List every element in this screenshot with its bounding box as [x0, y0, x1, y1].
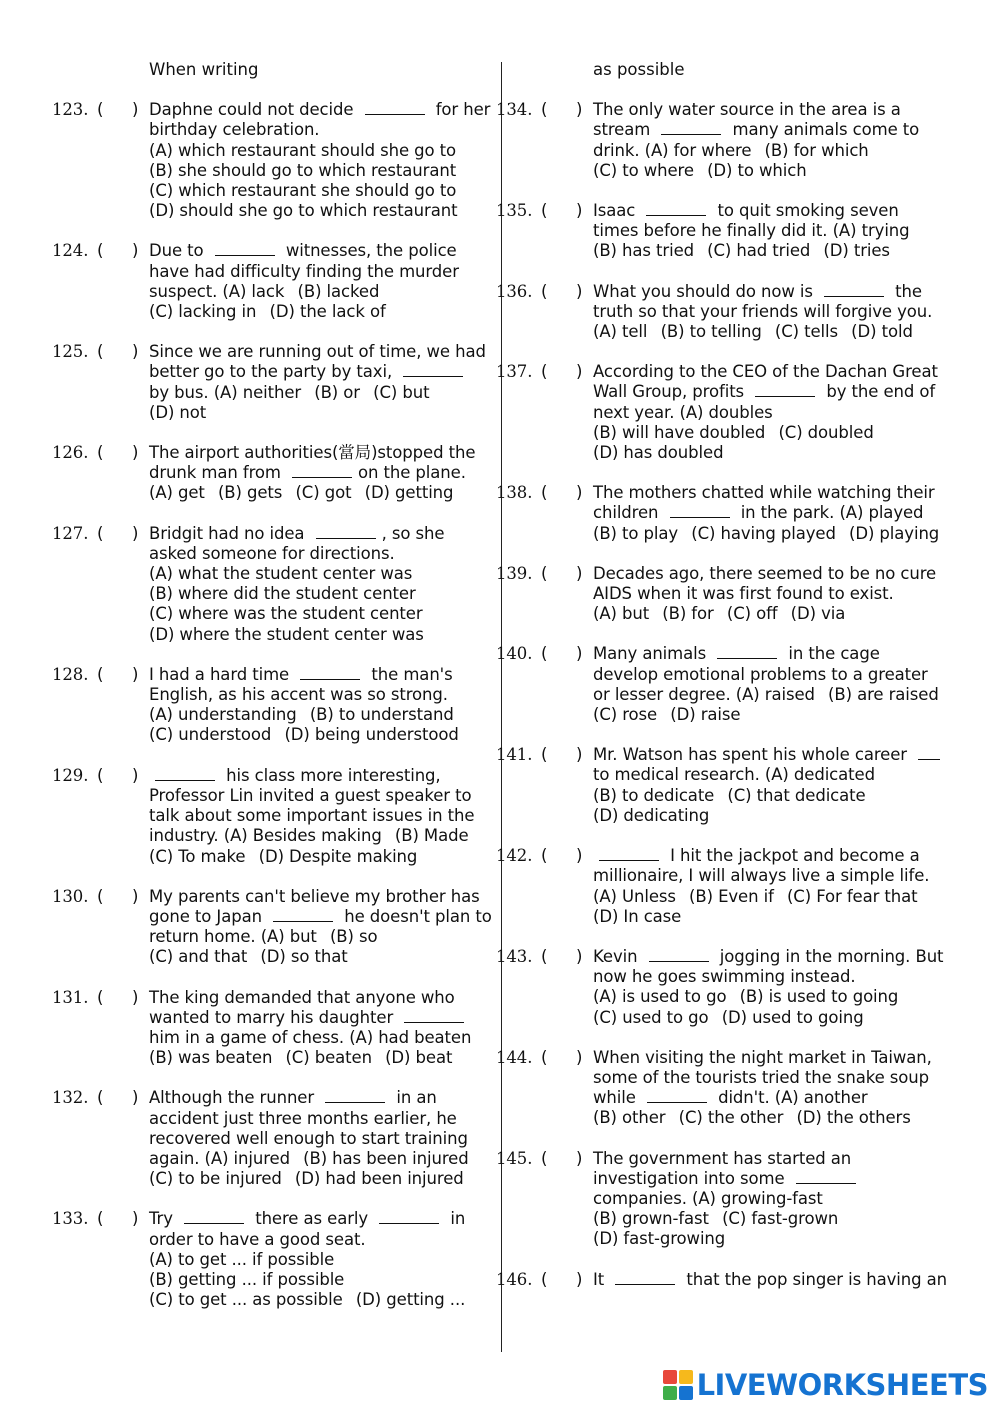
answer-option: (D) the others	[796, 1108, 911, 1128]
answer-paren-open[interactable]: (	[541, 362, 548, 382]
answer-blank	[646, 201, 706, 216]
answer-option: (D) getting ...	[355, 1290, 466, 1310]
answer-paren-close: )	[132, 241, 139, 261]
answer-option: (A) doubles	[679, 402, 773, 422]
answer-option: (C) understood	[149, 725, 272, 745]
answer-option: (A) Besides making	[223, 826, 382, 846]
question-stem: Daphne could not decide for her birthday celebration.	[149, 100, 491, 140]
answer-paren-close: )	[132, 664, 139, 684]
answer-paren-close: )	[576, 201, 583, 221]
answer-paren-close: )	[576, 644, 583, 664]
answer-paren-close: )	[132, 1088, 139, 1108]
question-item	[52, 1209, 494, 1310]
answer-paren-close: )	[132, 523, 139, 543]
answer-blank	[292, 463, 352, 478]
answer-blank	[365, 100, 425, 115]
answer-paren-close: )	[576, 1047, 583, 1067]
question-item	[496, 564, 948, 625]
question-stem: The king demanded that anyone who wanted to marry his daughter him in a game of chess.	[149, 988, 470, 1047]
answer-option: (B) has tried	[593, 241, 695, 261]
answer-option: (C) to where	[593, 160, 694, 180]
answer-blank	[647, 1088, 707, 1103]
question-stem: The airport authorities(當局)stopped the drunk man from on the plane.	[149, 443, 476, 483]
logo-square-yellow	[679, 1370, 693, 1384]
question-stem: Bridgit had no idea , so she asked someone for directions.	[149, 523, 445, 563]
question-item	[496, 100, 948, 181]
question-number: 140.	[496, 644, 533, 664]
answer-option: (D) should she go to which restaurant	[149, 201, 458, 221]
question-stem: My parents can't believe my brother has gone to Japan he doesn't plan to return home.	[149, 886, 492, 947]
answer-paren-close: )	[576, 1269, 583, 1289]
answer-option: (C) tells	[774, 322, 839, 342]
question-number: 142.	[496, 846, 533, 866]
question-item	[496, 644, 948, 725]
answer-option: (C) fast-grown	[722, 1209, 839, 1229]
answer-paren-close: )	[576, 1148, 583, 1168]
answer-option: (B) has been injured	[303, 1148, 469, 1168]
answer-option: (B) are raised	[828, 684, 939, 704]
answer-blank	[184, 1209, 244, 1224]
answer-option: (D) playing	[849, 523, 940, 543]
answer-paren-close: )	[132, 765, 139, 785]
question-item	[496, 947, 948, 1028]
answer-option: (D) raise	[670, 705, 741, 725]
answer-option: (B) is used to going	[739, 987, 899, 1007]
answer-option: (A) tell	[593, 322, 648, 342]
question-stem: When visiting the night market in Taiwan, some of the tourists tried the snake soup while didn't.	[593, 1047, 932, 1108]
answer-option: (A) growing-fast	[692, 1188, 823, 1208]
question-item	[496, 201, 948, 262]
question-stem: Since we are running out of time, we had better go to the party by taxi, by bus.	[149, 342, 486, 402]
answer-option: (B) other	[593, 1108, 666, 1128]
answer-paren-open[interactable]: (	[541, 563, 548, 583]
question-number: 127.	[52, 523, 89, 543]
answer-option: (A) trying	[832, 221, 910, 241]
answer-option: (C) to get ... as possible	[149, 1290, 343, 1310]
question-item	[52, 1088, 494, 1189]
question-item	[52, 988, 494, 1069]
answer-option: (C) where was the student center	[149, 604, 423, 624]
answer-blank	[649, 947, 709, 962]
answer-option: (A) neither	[213, 382, 302, 402]
answer-option: (D) beat	[385, 1048, 453, 1068]
answer-option: (B) will have doubled	[593, 422, 766, 442]
logo-mark-icon	[663, 1370, 693, 1400]
answer-option: (B) grown-fast	[593, 1209, 709, 1229]
answer-option: (A) but	[593, 604, 650, 624]
question-number: 135.	[496, 201, 533, 221]
question-stem: Try there as early in order to have a good seat.	[149, 1209, 466, 1249]
answer-option: (A) for where	[644, 140, 752, 160]
answer-option: (D) fast-growing	[593, 1229, 726, 1249]
answer-option: (A) had beaten	[349, 1027, 472, 1047]
question-item	[52, 100, 494, 221]
left-question-list	[52, 100, 494, 1310]
answer-blank	[404, 1008, 464, 1023]
answer-option: (B) where did the student center	[149, 584, 416, 604]
answer-blank	[755, 382, 815, 397]
answer-option: (A) is used to go	[593, 987, 727, 1007]
answer-paren-close: )	[576, 100, 583, 120]
answer-option: (A) to get ... if possible	[149, 1249, 335, 1269]
answer-option: (C) and that	[149, 947, 248, 967]
answer-option: (A) raised	[735, 684, 815, 704]
answer-paren-open[interactable]: (	[97, 765, 104, 785]
answer-blank	[599, 846, 659, 861]
answer-option: (D) the lack of	[269, 302, 386, 322]
answer-option: (B) getting ... if possible	[149, 1269, 345, 1289]
answer-blank	[300, 665, 360, 680]
question-number: 134.	[496, 100, 533, 120]
answer-option: (D) not	[149, 402, 207, 422]
question-item	[496, 362, 948, 463]
answer-option: (C) got	[295, 483, 352, 503]
question-item	[52, 887, 494, 968]
left-continuation-text: When writing	[149, 60, 259, 79]
answer-paren-open[interactable]: (	[97, 523, 104, 543]
answer-paren-close: )	[576, 946, 583, 966]
answer-option: (B) to dedicate	[593, 785, 715, 805]
answer-paren-close: )	[132, 100, 139, 120]
question-stem: Although the runner in an accident just three months earlier, he recovered well enough to start training again.	[149, 1088, 468, 1168]
answer-option: (C) had tried	[707, 241, 811, 261]
answer-blank	[273, 907, 333, 922]
answer-option: (C) the other	[678, 1108, 784, 1128]
answer-paren-close: )	[132, 342, 139, 362]
question-item	[496, 282, 948, 343]
answer-option: (B) Made	[394, 826, 469, 846]
answer-option: (B) to understand	[309, 705, 454, 725]
answer-option: (C) which restaurant she should go to	[149, 181, 457, 201]
question-stem: The government has started an investigation into some companies.	[593, 1149, 862, 1208]
answer-paren-open[interactable]: (	[97, 443, 104, 463]
liveworksheets-logo	[663, 1368, 988, 1402]
answer-paren-open[interactable]: (	[97, 342, 104, 362]
question-number: 139.	[496, 563, 533, 583]
answer-blank	[670, 503, 730, 518]
answer-option: (A) what the student center was	[149, 564, 413, 584]
question-stem: It that the pop singer is having an	[593, 1269, 947, 1289]
answer-blank	[824, 282, 884, 297]
question-item	[52, 342, 494, 423]
answer-option: (B) was beaten	[149, 1048, 273, 1068]
answer-paren-open[interactable]: (	[541, 946, 548, 966]
answer-option: (B) so	[329, 927, 378, 947]
question-item	[496, 745, 948, 826]
answer-option: (D) told	[851, 322, 913, 342]
answer-option: (C) For fear that	[786, 886, 918, 906]
answer-paren-open[interactable]: (	[541, 100, 548, 120]
answer-option: (A) but	[260, 927, 317, 947]
answer-blank	[379, 1209, 439, 1224]
answer-option: (C) beaten	[285, 1048, 372, 1068]
answer-option: (C) having played	[691, 523, 836, 543]
answer-paren-close: )	[132, 443, 139, 463]
question-item	[52, 766, 494, 867]
question-number: 141.	[496, 745, 533, 765]
answer-paren-open[interactable]: (	[541, 644, 548, 664]
question-item	[496, 1149, 948, 1250]
answer-option: (D) had been injured	[294, 1169, 464, 1189]
answer-paren-close: )	[576, 281, 583, 301]
answer-paren-open[interactable]: (	[541, 201, 548, 221]
question-number: 131.	[52, 987, 89, 1007]
answer-blank	[918, 745, 940, 760]
answer-paren-open[interactable]: (	[97, 664, 104, 684]
question-item	[496, 846, 948, 927]
answer-paren-open[interactable]: (	[541, 1047, 548, 1067]
answer-option: (C) that dedicate	[727, 785, 866, 805]
answer-paren-open[interactable]: (	[97, 241, 104, 261]
question-stem: Many animals in the cage develop emotional problems to a greater or lesser degree.	[593, 644, 928, 704]
question-number: 132.	[52, 1088, 89, 1108]
answer-option: (D) used to going	[721, 1007, 864, 1027]
logo-square-green	[663, 1386, 677, 1400]
question-item	[52, 665, 494, 746]
answer-blank	[796, 1169, 856, 1184]
answer-option: (D) via	[790, 604, 846, 624]
question-stem: The mothers chatted while watching their children in the park.	[593, 483, 935, 523]
answer-blank	[316, 524, 376, 539]
answer-paren-close: )	[576, 563, 583, 583]
answer-paren-close: )	[132, 886, 139, 906]
answer-option: (B) to play	[593, 523, 679, 543]
answer-paren-close: )	[132, 987, 139, 1007]
answer-option: (D) where the student center was	[149, 624, 424, 644]
answer-option: (A) Unless	[593, 886, 676, 906]
answer-paren-open[interactable]: (	[97, 886, 104, 906]
answer-option: (B) Even if	[689, 886, 774, 906]
question-item	[52, 524, 494, 645]
answer-option: (C) doubled	[778, 422, 874, 442]
answer-option: (C) To make	[149, 846, 246, 866]
answer-blank	[325, 1088, 385, 1103]
answer-paren-open[interactable]: (	[541, 483, 548, 503]
question-number: 130.	[52, 886, 89, 906]
logo-square-blue	[679, 1386, 693, 1400]
answer-option: (D) getting	[364, 483, 454, 503]
answer-option: (A) understanding	[149, 705, 297, 725]
answer-option: (C) lacking in	[149, 302, 257, 322]
answer-option: (A) which restaurant should she go to	[149, 140, 457, 160]
question-stem: Isaac to quit smoking seven times before he finally did it.	[593, 201, 899, 241]
answer-paren-open[interactable]: (	[541, 1148, 548, 1168]
answer-blank	[615, 1270, 675, 1285]
answer-blank	[403, 362, 463, 377]
right-column	[496, 60, 948, 1290]
question-number: 126.	[52, 443, 89, 463]
question-item	[496, 1048, 948, 1129]
answer-option: (D) tries	[823, 241, 890, 261]
answer-paren-close: )	[576, 362, 583, 382]
question-stem: Mr. Watson has spent his whole career to medical research.	[593, 745, 946, 784]
answer-option: (C) rose	[593, 705, 658, 725]
answer-paren-open[interactable]: (	[97, 1088, 104, 1108]
answer-paren-open[interactable]: (	[97, 1209, 104, 1229]
answer-option: (D) dedicating	[593, 805, 710, 825]
question-item	[52, 443, 494, 504]
question-number: 144.	[496, 1047, 533, 1067]
answer-paren-open[interactable]: (	[541, 281, 548, 301]
question-stem: What you should do now is the truth so that your friends will forgive you.	[593, 281, 933, 321]
question-number: 138.	[496, 483, 533, 503]
answer-paren-open[interactable]: (	[541, 846, 548, 866]
question-number: 137.	[496, 362, 533, 382]
question-item	[496, 483, 948, 544]
answer-paren-open[interactable]: (	[97, 100, 104, 120]
answer-option: (C) but	[373, 382, 430, 402]
answer-option: (D) In case	[593, 906, 682, 926]
answer-option: (A) get	[149, 483, 205, 503]
question-stem: The only water source in the area is a stream many animals come to drink.	[593, 100, 920, 160]
answer-option: (B) or	[314, 382, 360, 402]
answer-paren-open[interactable]: (	[541, 745, 548, 765]
question-number: 136.	[496, 281, 533, 301]
question-number: 145.	[496, 1148, 533, 1168]
answer-option: (B) gets	[217, 483, 283, 503]
left-column	[52, 60, 494, 1310]
answer-paren-close: )	[132, 1209, 139, 1229]
question-item	[52, 241, 494, 322]
answer-blank	[717, 644, 777, 659]
question-stem: Due to witnesses, the police have had difficulty finding the murder suspect.	[149, 241, 459, 301]
question-number: 133.	[52, 1209, 89, 1229]
question-number: 125.	[52, 342, 89, 362]
logo-text: LIVEWORKSHEETS	[696, 1368, 988, 1402]
answer-option: (C) used to go	[593, 1007, 709, 1027]
answer-option: (C) off	[726, 604, 778, 624]
question-item	[496, 1270, 948, 1290]
answer-paren-open[interactable]: (	[97, 987, 104, 1007]
answer-option: (B) for which	[764, 140, 869, 160]
answer-paren-close: )	[576, 483, 583, 503]
question-stem: According to the CEO of the Dachan Great Wall Group, profits by the end of next year.	[593, 362, 938, 422]
right-question-list	[496, 100, 948, 1290]
question-number: 143.	[496, 946, 533, 966]
logo-square-red	[663, 1370, 677, 1384]
answer-option: (B) she should go to which restaurant	[149, 160, 457, 180]
answer-option: (B) lacked	[297, 281, 380, 301]
answer-paren-close: )	[576, 846, 583, 866]
question-number: 128.	[52, 664, 89, 684]
question-number: 129.	[52, 765, 89, 785]
answer-option: (C) to be injured	[149, 1169, 282, 1189]
answer-option: (D) has doubled	[593, 443, 724, 463]
answer-paren-close: )	[576, 745, 583, 765]
question-number: 123.	[52, 100, 89, 120]
answer-blank	[215, 241, 275, 256]
answer-paren-open[interactable]: (	[541, 1269, 548, 1289]
answer-option: (A) lack	[222, 281, 285, 301]
answer-blank	[661, 120, 721, 135]
answer-option: (B) to telling	[660, 322, 762, 342]
question-stem: his class more interesting, Professor Lin invited a guest speaker to talk about some important issues in the industry.	[149, 765, 475, 846]
question-stem: Decades ago, there seemed to be no cure AIDS when it was first found to exist.	[593, 563, 937, 604]
answer-option: (A) dedicated	[764, 765, 875, 785]
question-stem: Kevin jogging in the morning. But now he goes swimming instead.	[593, 946, 944, 987]
question-number: 146.	[496, 1269, 533, 1289]
question-stem: I had a hard time the man's English, as his accent was so strong.	[149, 664, 453, 705]
question-number: 124.	[52, 241, 89, 261]
answer-option: (A) another	[774, 1088, 868, 1108]
question-stem: I hit the jackpot and become a millionaire, I will always live a simple life.	[593, 846, 930, 886]
answer-option: (A) injured	[204, 1148, 290, 1168]
answer-option: (D) to which	[707, 160, 807, 180]
answer-option: (D) being understood	[284, 725, 459, 745]
answer-blank	[155, 766, 215, 781]
answer-option: (A) played	[839, 503, 924, 523]
answer-option: (B) for	[662, 604, 714, 624]
answer-option: (D) so that	[260, 947, 348, 967]
right-continuation-text: as possible	[593, 60, 685, 79]
answer-option: (D) Despite making	[258, 846, 418, 866]
